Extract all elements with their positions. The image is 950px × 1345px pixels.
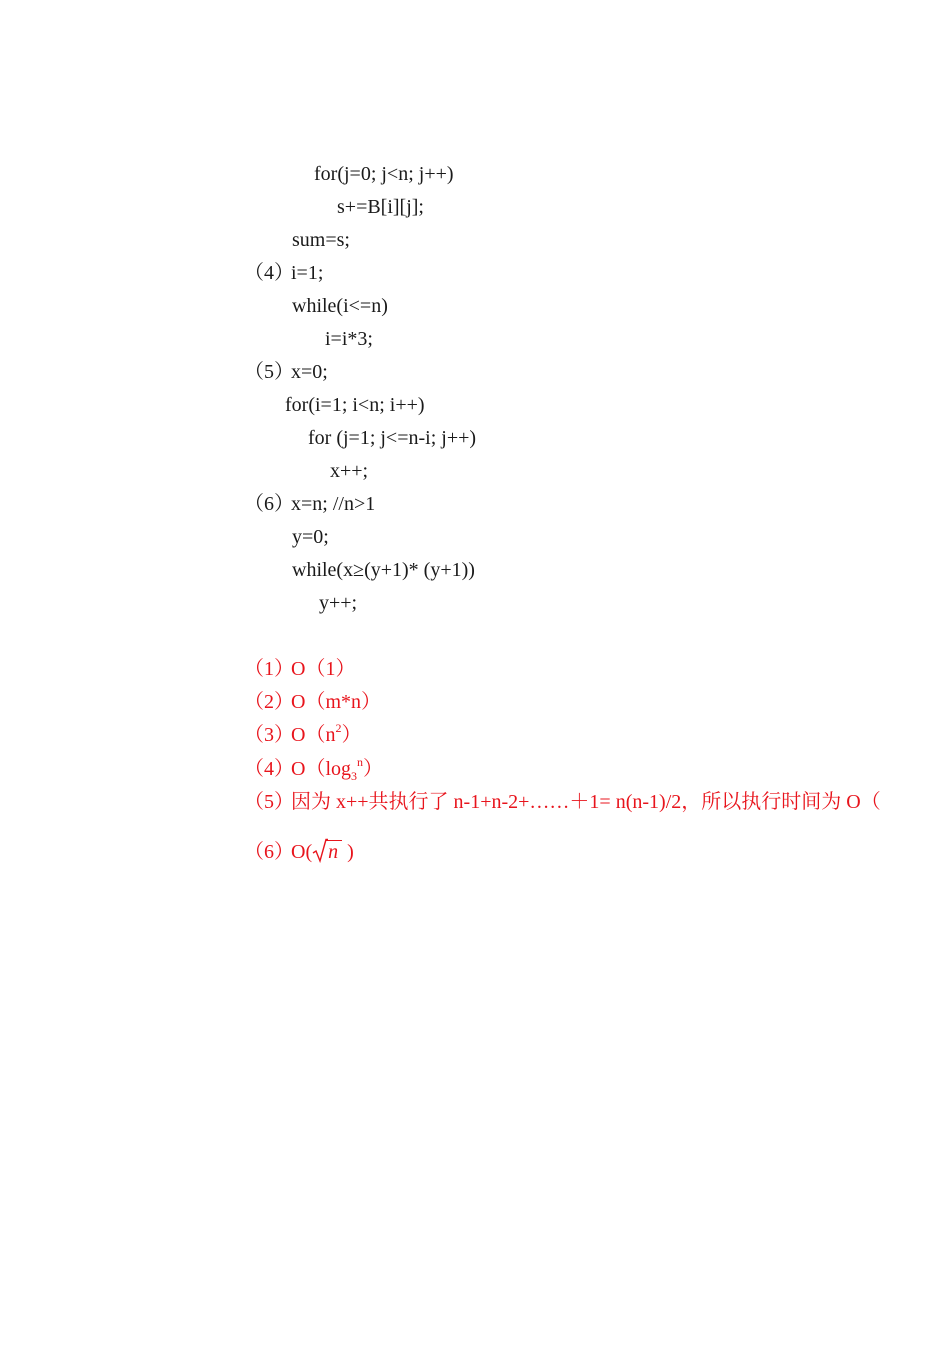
answer-log-arg: n bbox=[357, 755, 363, 769]
answer-number: （3） bbox=[244, 724, 294, 746]
item-number: （6） bbox=[244, 493, 294, 515]
item-number: （5） bbox=[244, 361, 294, 383]
code-line-x-assign: x=n; //n>1 bbox=[291, 493, 376, 515]
answer-1 bbox=[244, 657, 355, 681]
answer-text-pre: O（log bbox=[291, 758, 351, 780]
sqrt-radicand: n bbox=[326, 840, 342, 863]
answer-2 bbox=[244, 690, 381, 714]
code-line-y-init: y=0; bbox=[292, 526, 329, 548]
answer-number: （2） bbox=[244, 691, 294, 713]
answer-3 bbox=[244, 723, 361, 747]
code-line-for-j-inner: for (j=1; j<=n-i; j++) bbox=[308, 427, 477, 449]
answer-6 bbox=[244, 840, 354, 864]
answer-number: （1） bbox=[244, 658, 294, 680]
answer-5 bbox=[244, 790, 881, 814]
answer-log-base: 3 bbox=[351, 769, 357, 783]
code-line-i-init: i=1; bbox=[291, 262, 324, 284]
code-item-4 bbox=[244, 261, 323, 285]
answer-text-post: ） bbox=[363, 758, 383, 780]
answer-text: 因为 x++共执行了 n-1+n-2+……＋1= n(n-1)/2，所以执行时间为 O（ bbox=[291, 791, 881, 813]
code-line-while-i: while(i<=n) bbox=[292, 295, 388, 317]
answer-number: （4） bbox=[244, 758, 294, 780]
code-line-for-i: for(i=1; i<n; i++) bbox=[285, 394, 425, 416]
answer-text-pre: O（n bbox=[291, 724, 336, 746]
code-item-5 bbox=[244, 360, 328, 384]
code-line-y-increment: y++; bbox=[319, 592, 358, 614]
code-line-i-times-3: i=i*3; bbox=[325, 328, 373, 350]
sqrt-expression bbox=[312, 840, 342, 864]
item-number: （4） bbox=[244, 262, 294, 284]
answer-number: （6） bbox=[244, 841, 294, 863]
answer-exponent: 2 bbox=[335, 721, 342, 735]
code-line-while-x: while(x≥(y+1)* (y+1)) bbox=[292, 559, 475, 581]
code-line-x-init: x=0; bbox=[291, 361, 328, 383]
answer-text-post: ) bbox=[342, 841, 354, 863]
answer-4 bbox=[244, 757, 383, 781]
code-line-x-increment: x++; bbox=[330, 460, 369, 482]
answer-text: O（1） bbox=[291, 658, 356, 680]
answer-number: （5） bbox=[244, 791, 294, 813]
code-item-6 bbox=[244, 492, 375, 516]
code-line-sum-assign: sum=s; bbox=[292, 229, 350, 251]
answer-text-pre: O( bbox=[291, 841, 313, 863]
answer-text-post: ） bbox=[341, 724, 362, 746]
code-line-for-j: for(j=0; j<n; j++) bbox=[314, 163, 454, 185]
answer-text: O（m*n） bbox=[291, 691, 381, 713]
code-line-s-accumulate: s+=B[i][j]; bbox=[337, 196, 424, 218]
sqrt-radical-icon bbox=[312, 838, 328, 864]
